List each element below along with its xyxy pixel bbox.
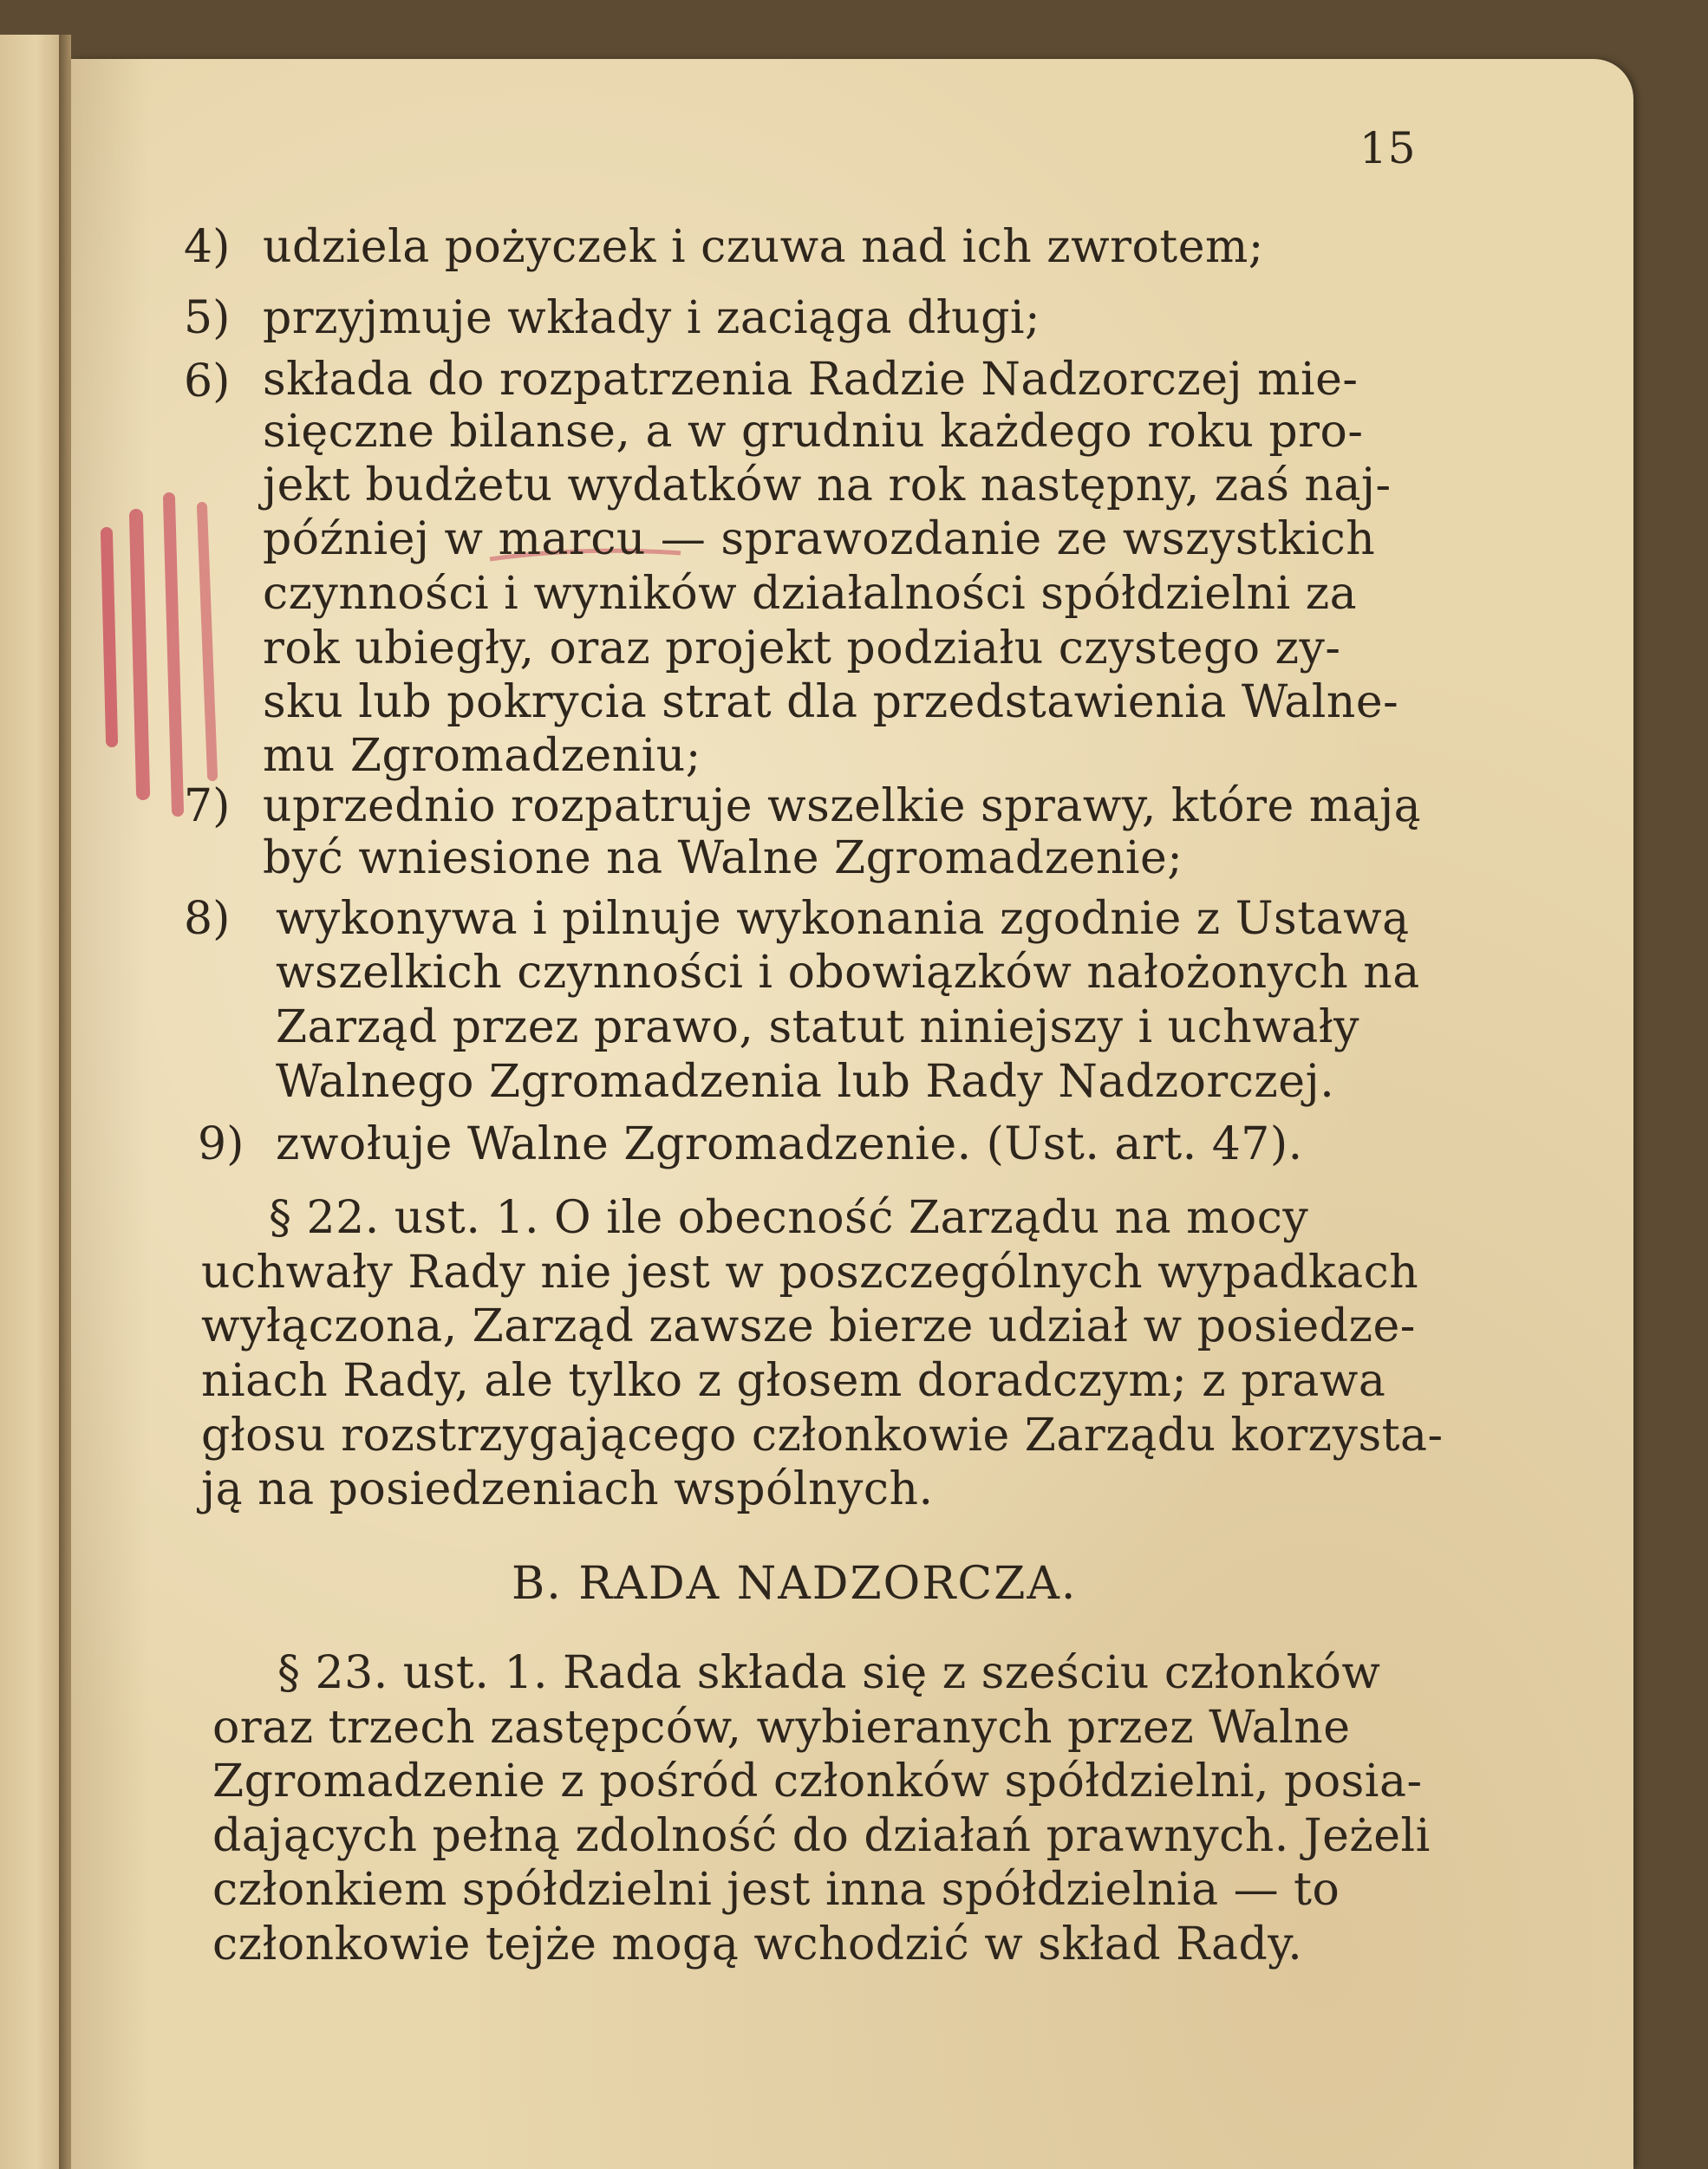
item-line: Walnego Zgromadzenia lub Rady Nadzorczej. <box>276 1056 1335 1108</box>
item-line: składa do rozpatrzenia Radzie Nadzorczej mie- <box>263 354 1359 406</box>
paragraph-22-line: głosu rozstrzygającego członkowie Zarządu korzysta- <box>201 1410 1444 1462</box>
item-line: przyjmuje wkłady i zaciąga długi; <box>263 292 1041 344</box>
item-number: 8) <box>184 893 231 945</box>
item-line: wszelkich czynności i obowiązków nałożonych na <box>276 947 1420 999</box>
item-line: zwołuje Walne Zgromadzenie. (Ust. art. 47). <box>276 1118 1303 1170</box>
item-number: 7) <box>184 780 231 832</box>
item-line: wykonywa i pilnuje wykonania zgodnie z Ustawą <box>276 893 1410 945</box>
paragraph-22-line: wyłączona, Zarząd zawsze bierze udział w posiedze- <box>201 1300 1416 1352</box>
paragraph-23-line: Zgromadzenie z pośród członków spółdzielni, posia- <box>212 1755 1423 1808</box>
paragraph-22-line: uchwały Rady nie jest w poszczególnych wypadkach <box>201 1247 1419 1299</box>
paragraph-22-line: ją na posiedzeniach wspólnych. <box>201 1463 934 1515</box>
item-line: czynności i wyników działalności spółdzielni za <box>263 568 1358 620</box>
paragraph-22-line: § 22. ust. 1. O ile obecność Zarządu na mocy <box>269 1192 1309 1244</box>
item-line: sięczne bilanse, a w grudniu każdego roku pro- <box>263 406 1364 458</box>
item-number: 5) <box>184 292 231 344</box>
item-number: 6) <box>184 355 231 407</box>
item-line: uprzednio rozpatruje wszelkie sprawy, które mają <box>263 780 1422 832</box>
item-number: 4) <box>184 221 231 273</box>
paragraph-23-line: członkowie tejże mogą wchodzić w skład Rady. <box>212 1918 1303 1970</box>
paragraph-22-line: niach Rady, ale tylko z głosem doradczym; z prawa <box>201 1355 1386 1407</box>
paragraph-23-line: § 23. ust. 1. Rada składa się z sześciu członków <box>277 1647 1381 1699</box>
item-line: udziela pożyczek i czuwa nad ich zwrotem; <box>263 221 1264 273</box>
page-number: 15 <box>1359 123 1417 173</box>
item-line: później w marcu — sprawozdanie ze wszystkich <box>263 513 1376 565</box>
section-heading: B. RADA NADZORCZA. <box>512 1558 1078 1610</box>
item-line: być wniesione na Walne Zgromadzenie; <box>263 832 1183 884</box>
item-line: mu Zgromadzeniu; <box>263 730 701 782</box>
paragraph-23-line: oraz trzech zastępców, wybieranych przez Walne <box>212 1702 1351 1754</box>
item-line: rok ubiegły, oraz projekt podziału czystego zy- <box>263 622 1341 674</box>
paragraph-23-line: dających pełną zdolność do działań prawnych. Jeżeli <box>212 1810 1431 1862</box>
item-number: 9) <box>198 1118 244 1170</box>
item-line: jekt budżetu wydatków na rok następny, zaś naj- <box>263 459 1392 511</box>
item-line: Zarząd przez prawo, statut niniejszy i uchwały <box>276 1001 1360 1053</box>
paragraph-23-line: członkiem spółdzielni jest inna spółdzielnia — to <box>212 1864 1340 1916</box>
item-line: sku lub pokrycia strat dla przedstawienia Walne- <box>263 676 1399 728</box>
